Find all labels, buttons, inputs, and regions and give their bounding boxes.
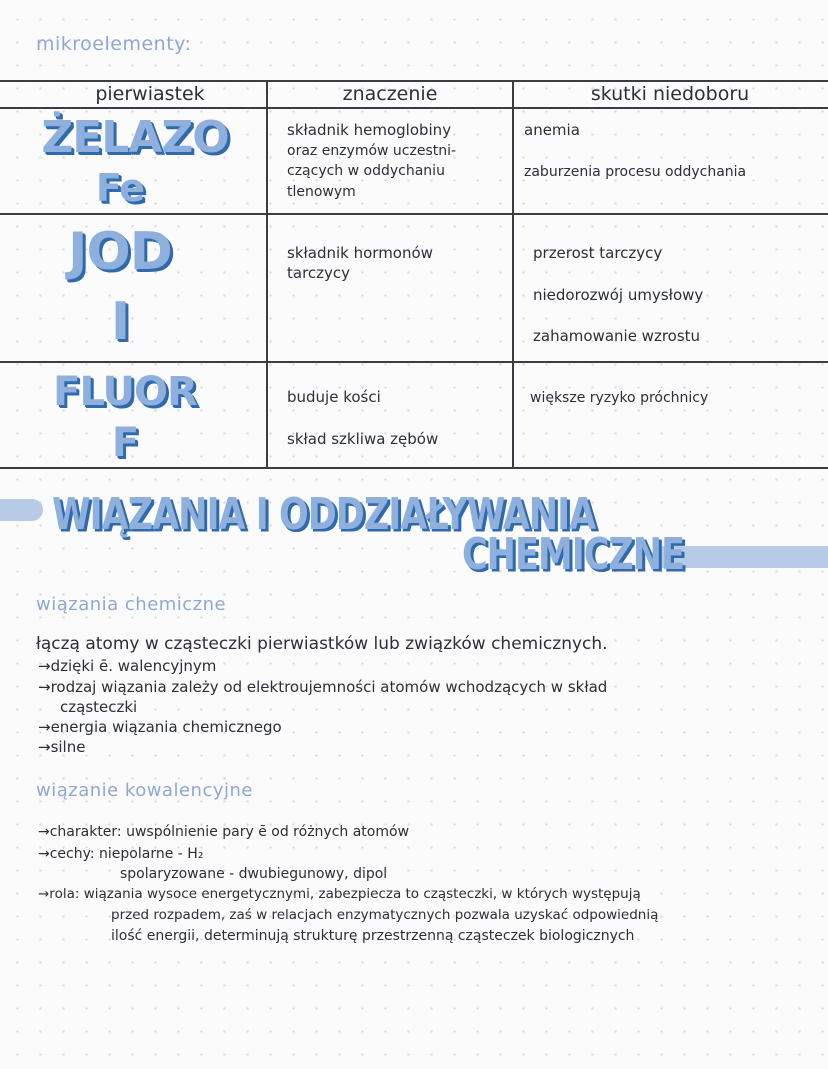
note-line: spolaryzowane - dwubiegunowy, dipol [120,866,388,882]
note-line: →energia wiązania chemicznego [38,718,282,736]
role-line: tarczycy [287,264,351,282]
table-row-divider [0,213,828,215]
table-border-top [0,80,828,82]
role-line: składnik hemoglobiny [287,121,452,139]
section-heading-mikroelementy: mikroelementy: [36,33,192,55]
note-line: ilość energii, determinują strukturę przestrzenną cząsteczek biologicznych [111,928,635,944]
note-line: →charakter: uwspólnienie pary ē od różnych atomów [38,824,410,840]
note-line: →dzięki ē. walencyjnym [38,657,217,675]
role-line: składnik hormonów [287,244,433,262]
deficiency-effect: przerost tarczycy [533,244,663,262]
element-symbol-fluorine: F [111,420,139,466]
deficiency-effect: niedorozwój umysłowy [533,286,704,304]
deficiency-effect: zaburzenia procesu oddychania [524,164,747,180]
column-header-deficiency: skutki niedoboru [590,83,750,105]
table-row-divider [0,361,828,363]
role-line: oraz enzymów uczestni- [287,143,457,159]
note-line: →rodzaj wiązania zależy od elektroujemności atomów wchodzących w skład [38,678,608,696]
role-line: czących w oddychaniu [287,163,445,179]
element-name-iron: ŻELAZO [41,112,229,163]
deficiency-effect: anemia [524,121,580,139]
table-header-divider [0,107,828,109]
table-column-divider [266,80,268,468]
section-heading-covalent-bond: wiązanie kowalencyjne [36,780,253,801]
role-line: skład szkliwa zębów [287,430,439,448]
element-symbol-iron: Fe [95,166,145,210]
element-symbol-iodine: I [110,292,130,352]
note-line: →cechy: niepolarne - H₂ [38,846,204,862]
note-line: łączą atomy w cząsteczki pierwiastków lub związków chemicznych. [36,634,608,654]
column-header-role: znaczenie [342,83,438,105]
element-name-iodine: JOD [68,222,172,282]
element-name-fluorine: FLUOR [53,369,197,415]
note-line: →rola: wiązania wysoce energetycznymi, zabezpiecza to cząsteczki, w których występują [38,886,641,902]
column-header-element: pierwiastek [95,83,205,105]
section-title-line2: CHEMICZNE [462,530,685,580]
table-column-divider [512,80,514,468]
note-line: przed rozpadem, zaś w relacjach enzymatycznych pozwala uzyskać odpowiednią [111,907,659,923]
role-line: tlenowym [287,184,356,200]
deficiency-effect: zahamowanie wzrostu [533,327,701,345]
role-line: buduje kości [287,388,381,406]
note-line: →silne [38,738,86,756]
table-border-bottom [0,467,828,469]
section-heading-chemical-bonds: wiązania chemiczne [36,594,227,615]
section-title-line1: WIĄZANIA I ODDZIAŁYWANIA [52,490,596,540]
decorative-highlight-bar [0,499,43,521]
deficiency-effect: większe ryzyko próchnicy [530,390,709,406]
note-line: cząsteczki [60,698,138,716]
